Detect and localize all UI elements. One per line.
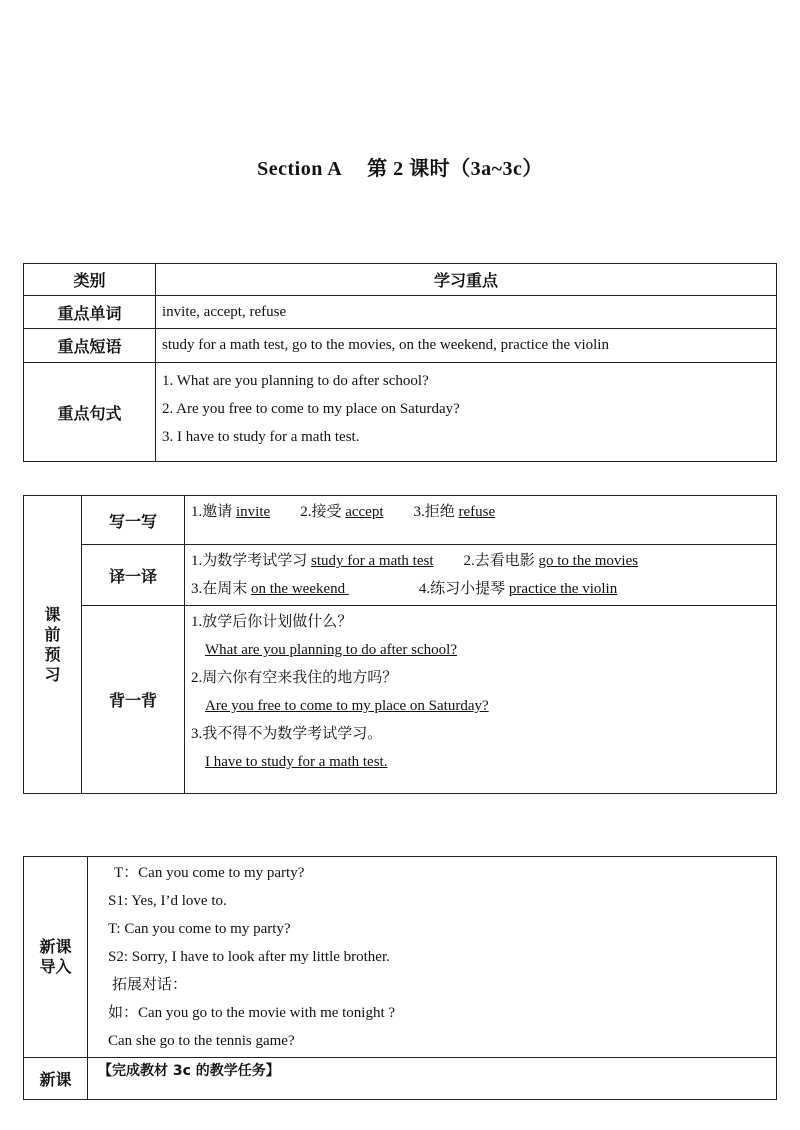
row-content-words: invite, accept, refuse	[156, 296, 777, 329]
intro-dialogue: T：Can you come to my party? S1: Yes, I’d love to. T: Can you come to my party? S2: Sorry, I have to look after my little brother. 拓展对话： 如：Can you go to the movie with me tonight ? Can she go to the tennis game?	[88, 857, 777, 1058]
intro-label: 新课 导入	[24, 857, 88, 1058]
recite-content: 1.放学后你计划做什么？ What are you planning to do after school? 2.周六你有空来我住的地方吗？ Are you free to come to my place on Saturday? 3.我不得不为数学考试学习。 I have to study for a math test.	[185, 606, 777, 794]
row-content-phrases: study for a math test, go to the movies, on the weekend, practice the violin	[156, 329, 777, 363]
answer: study for a math test	[311, 553, 434, 569]
row-label-phrases: 重点短语	[24, 329, 156, 363]
answer: refuse	[458, 504, 496, 520]
page-title: Section A 第 2 课时（3a~3c）	[257, 158, 543, 180]
header-category: 类别	[24, 264, 156, 296]
translate-content: 1.为数学考试学习 study for a math test 2.去看电影 go to the movies 3.在周末 on the weekend 4.练习小提琴 practice the violin	[185, 545, 777, 606]
answer: Are you free to come to my place on Saturday?	[205, 698, 489, 714]
header-focus: 学习重点	[156, 264, 777, 296]
answer: go to the movies	[538, 553, 639, 569]
row-label-sentences: 重点句式	[24, 363, 156, 462]
row-content-sentences	[156, 363, 777, 462]
translate-label: 译一译	[82, 545, 185, 606]
row-label-words: 重点单词	[24, 296, 156, 329]
key-points-table	[23, 263, 777, 462]
write-content: 1.邀请 invite 2.接受 accept 3.拒绝 refuse	[185, 496, 777, 545]
recite-label: 背一背	[82, 606, 185, 794]
sentence-line: 2. Are you free to come to my place on Saturday?	[162, 401, 460, 417]
preview-table	[23, 495, 777, 794]
answer: practice the violin	[508, 581, 618, 597]
sentence-line: 1. What are you planning to do after school?	[162, 373, 429, 389]
new-lesson-content: 【完成教材 3c 的教学任务】	[88, 1058, 777, 1100]
new-lesson-label: 新课	[24, 1058, 88, 1100]
answer: accept	[345, 504, 384, 520]
preview-side-label: 课 前 预 习	[24, 496, 82, 794]
answer: invite	[236, 504, 271, 520]
new-lesson-table	[23, 856, 777, 1100]
sentence-line: 3. I have to study for a math test.	[162, 429, 360, 445]
answer: What are you planning to do after school?	[205, 642, 457, 658]
write-label: 写一写	[82, 496, 185, 545]
answer: on the weekend	[251, 581, 349, 597]
answer: I have to study for a math test.	[205, 754, 388, 770]
